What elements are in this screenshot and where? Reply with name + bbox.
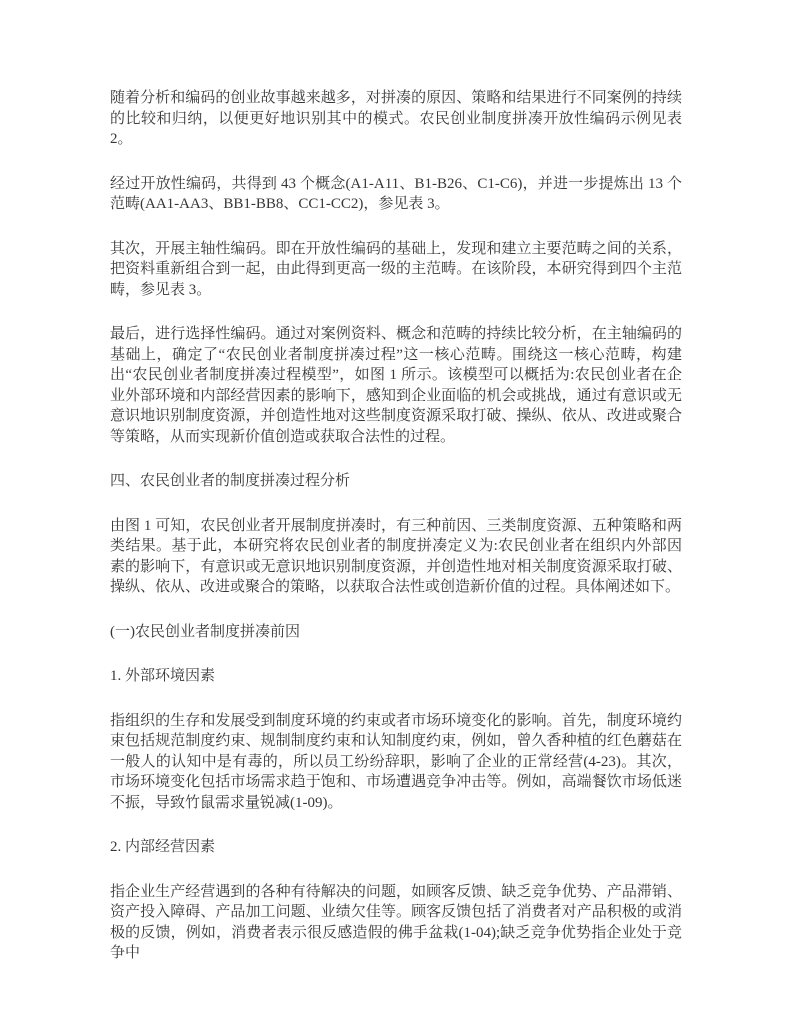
paragraph-selective-coding: 最后，进行选择性编码。通过对案例资料、概念和范畴的持续比较分析，在主轴编码的基础上，确定了“农民创业者制度拼凑过程”这一核心范畴。围绕这一核心范畴，构建出“农民创业者制度拼凑过程模型”，如图 1 所示。该模型可以概括为:农民创业者在企业外部环境和内部经营因素的影响下，感知到企业面临的机会或挑战，通过有意识或无意识地识别制度资源，并创造性地对这些制度资源采取打破、操纵、依从、改进或聚合等策略，从而实现新价值创造或获取合法性的过程。 — [110, 326, 682, 445]
paragraph-internal-operations: 指企业生产经营遇到的各种有待解决的问题，如顾客反馈、缺乏竞争优势、产品滞销、资产投入障碍、产品加工问题、业绩欠佳等。顾客反馈包括了消费者对产品积极的或消极的反馈，例如，消费者表示很反感造假的佛手盆栽(1-04);缺乏竞争优势指企业处于竞争中 — [110, 883, 682, 961]
subsection-heading-internal-factors: 2. 内部经营因素 — [110, 839, 216, 855]
subsection-heading-antecedents: (一)农民创业者制度拼凑前因 — [110, 623, 300, 640]
paragraph-axial-coding: 其次，开展主轴性编码。即在开放性编码的基础上，发现和建立主要范畴之间的关系，把资料重新组合到一起，由此得到更高一级的主范畴。在该阶段，本研究得到四个主范畴，参见表 3。 — [110, 240, 682, 298]
section-heading-four: 四、农民创业者的制度拼凑过程分析 — [110, 473, 351, 489]
paragraph-coding-comparison: 随着分析和编码的创业故事越来越多，对拼凑的原因、策略和结果进行不同案例的持续的比较和归纳，以便更好地识别其中的模式。农民创业制度拼凑开放性编码示例见表 2。 — [110, 90, 682, 147]
paragraph-open-coding-results: 经过开放性编码，共得到 43 个概念(A1-A11、B1-B26、C1-C6)，并进一步提炼出 13 个范畴(AA1-AA3、BB1-BB8、CC1-CC2)，参见表 3。 — [110, 175, 682, 212]
paragraph-bricolage-definition: 由图 1 可知，农民创业者开展制度拼凑时，有三种前因、三类制度资源、五种策略和两类结果。基于此，本研究将农民创业者的制度拼凑定义为:农民创业者在组织内外部因素的影响下，有意识或无意识地识别制度资源，并创造性地对相关制度资源采取打破、操纵、依从、改进或聚合的策略，以获取合法性或创造新价值的过程。具体阐述如下。 — [110, 517, 682, 595]
paragraph-external-environment: 指组织的生存和发展受到制度环境的约束或者市场环境变化的影响。首先，制度环境约束包括规范制度约束、规制制度约束和认知制度约束，例如，曾久香种植的红色蘑菇在一般人的认知中是有毒的，所以员工纷纷辞职，影响了企业的正常经营(4-23)。其次，市场环境变化包括市场需求趋于饱和、市场遭遇竞争冲击等。例如，高端餐饮市场低迷不振，导致竹鼠需求量锐减(1-09)。 — [110, 712, 682, 811]
subsection-heading-external-factors: 1. 外部环境因素 — [110, 668, 216, 684]
